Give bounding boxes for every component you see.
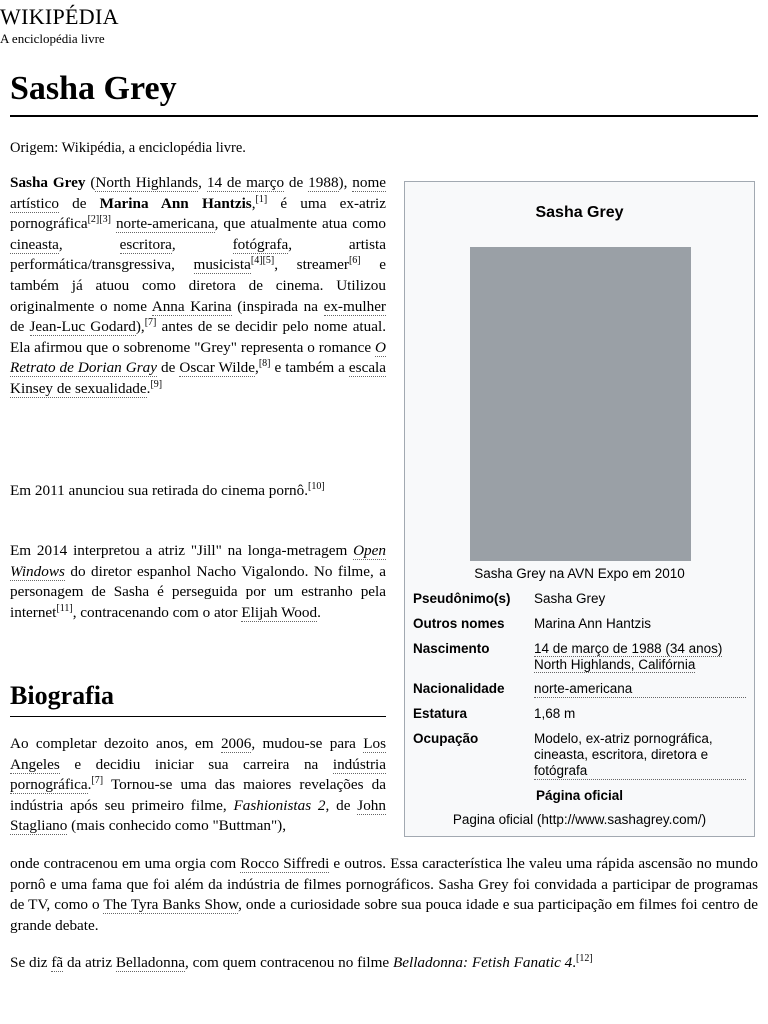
section-heading-biografia: Biografia: [10, 681, 114, 710]
link-tyra-banks-show[interactable]: The Tyra Banks Show: [103, 896, 239, 914]
link-los-angeles[interactable]: Los Angeles: [10, 735, 386, 773]
link-norte-americana[interactable]: norte-americana: [115, 215, 215, 233]
link-north-highlands[interactable]: North Highlands: [95, 174, 199, 191]
title-divider: [10, 115, 758, 117]
link-open-windows[interactable]: Open Windows: [10, 542, 386, 580]
image-caption: Sasha Grey na AVN Expo em 2010: [474, 566, 685, 581]
ref-6[interactable]: [6]: [348, 255, 361, 267]
ref-12[interactable]: [12]: [576, 952, 593, 964]
infobox: [404, 181, 755, 837]
ref-3[interactable]: [3]: [99, 214, 111, 226]
ref-4[interactable]: [4]: [250, 255, 263, 267]
link-elijah-wood[interactable]: Elijah Wood: [241, 603, 318, 621]
biography-paragraph-full: onde contracenou em uma orgia com Rocco Siffredi e outros. Essa característica lhe valeu uma rápida ascensão no mundo pornô e uma fama que foi além da indústria de filmes pornográficos. Sasha Grey foi convidada a participar de programas de TV, como o The Tyra Banks Show, onde a curiosidade sobre sua pouca idade e sua participação em filmes foi centro de grande debate.: [10, 855, 758, 934]
link-dorian-gray[interactable]: O Retrato de Dorian Gray: [10, 338, 386, 377]
link-stage-name[interactable]: nome artístico: [10, 174, 387, 212]
link-ex-mulher[interactable]: ex-mulher: [323, 297, 386, 315]
link-2006[interactable]: 2006: [220, 735, 252, 752]
portrait-photo[interactable]: [470, 247, 691, 561]
retirement-paragraph: Em 2011 anunciou sua retirada do cinema pornô.[10]: [10, 480, 325, 499]
infobox-title: Sasha Grey: [535, 204, 624, 221]
link-escala-kinsey[interactable]: escala Kinsey de sexualidade: [10, 359, 387, 397]
link-belladonna[interactable]: Belladonna: [115, 954, 186, 971]
website-heading: Página oficial: [535, 788, 624, 803]
link-rocco-siffredi[interactable]: Rocco Siffredi: [240, 855, 330, 872]
ref-8[interactable]: [8]: [258, 358, 271, 370]
ref-7[interactable]: [7]: [144, 317, 157, 329]
link-1988[interactable]: 1988: [308, 174, 339, 191]
infobox-label: Pseudônimo(s): [413, 591, 511, 606]
link-nationality[interactable]: norte-americana: [534, 681, 746, 698]
page-title: Sasha Grey: [10, 70, 177, 107]
infobox-value: Sasha Grey: [534, 591, 606, 606]
link-oscar-wilde[interactable]: Oscar Wilde: [179, 359, 256, 377]
link-escritora[interactable]: escritora: [119, 235, 172, 253]
link-fa[interactable]: fã: [51, 954, 64, 971]
ref-9[interactable]: [9]: [150, 378, 163, 390]
infobox-value: Marina Ann Hantzis: [534, 616, 652, 631]
infobox-label: Nacionalidade: [413, 681, 505, 696]
link-fotografa[interactable]: fotógrafa: [232, 235, 289, 253]
infobox-value: [534, 641, 746, 673]
wikipedia-tagline: A enciclopédia livre: [0, 31, 105, 46]
infobox-value: 1,68 m: [534, 706, 576, 721]
link-cineasta[interactable]: cineasta: [10, 235, 59, 253]
link-musicista[interactable]: musicista: [193, 256, 251, 274]
ref-10[interactable]: [10]: [308, 480, 325, 492]
link-industria-pornografica[interactable]: indústria pornográfica: [10, 755, 386, 794]
portrait-photo-illustration: [470, 247, 691, 561]
biography-paragraph-column: Ao completar dezoito anos, em 2006, mudou-se para Los Angeles e decidiu iniciar sua carreira na indústria pornográfica.[7] Tornou-se uma das maiores revelações da indústria após seu primeiro filme, Fashionistas 2, de John Stagliano (mais conhecido como "Buttman"),: [10, 735, 386, 835]
link-birth-date-infobox[interactable]: 14 de março de 1988 (34 anos): [534, 641, 723, 656]
section-divider: [10, 716, 386, 717]
origin-note: Origem: Wikipédia, a enciclopédia livre.: [10, 140, 246, 156]
wikipedia-wordmark[interactable]: WIKIPÉDIA: [0, 4, 119, 29]
infobox-label: Nascimento: [413, 641, 490, 656]
infobox-label: Estatura: [413, 706, 468, 721]
link-anna-karina[interactable]: Anna Karina: [151, 297, 232, 315]
open-windows-paragraph: Em 2014 interpretou a atriz "Jill" na longa-metragem Open Windows do diretor espanhol Nacho Vigalondo. No filme, a personagem de Sasha é perseguida por um estranho pela internet[11], contracenando com o ator Elijah Wood.: [10, 542, 386, 621]
ref-1[interactable]: [1]: [255, 193, 268, 205]
intro-paragraph: Sasha Grey (North Highlands, 14 de março de 1988), nome artístico de Marina Ann Hantzis,[1] é uma ex-atriz pornográfica[2][3] norte-americana, que atualmente atua como cineasta, escritora, fotógrafa, artista performática/transgressiva, musicista[4][5], streamer[6] e também já atuou como diretora de cinema. Utilizou originalmente o nome Anna Karina (inspirada na ex-mulher de Jean-Luc Godard),[7] antes de se decidir pelo nome atual. Ela afirmou que o sobrenome "Grey" representa o romance O Retrato de Dorian Gray de Oscar Wilde,[8] e também a escala Kinsey de sexualidade.[9]: [10, 174, 387, 397]
infobox-label: Outros nomes: [413, 616, 505, 631]
link-john-stagliano[interactable]: John Stagliano: [10, 796, 386, 835]
ref-7b[interactable]: [7]: [91, 775, 104, 787]
infobox-occupation-links[interactable]: Modelo, ex-atriz pornográfica, cineasta, escritora, diretora e fotógrafa: [534, 731, 746, 780]
link-birth-date[interactable]: 14 de março: [206, 174, 285, 191]
link-birthplace-infobox[interactable]: North Highlands, Califórnia: [534, 657, 696, 672]
ref-5[interactable]: [5]: [262, 255, 275, 267]
fan-paragraph: Se diz fã da atriz Belladonna, com quem contracenou no filme Belladonna: Fetish Fanatic 4.[12]: [10, 952, 593, 971]
ref-2[interactable]: [2]: [87, 214, 100, 226]
infobox-label: Ocupação: [413, 731, 479, 746]
link-godard[interactable]: Jean-Luc Godard: [29, 318, 136, 336]
website-link[interactable]: Pagina oficial (http://www.sashagrey.com/): [452, 812, 707, 827]
ref-11[interactable]: [11]: [56, 602, 73, 614]
